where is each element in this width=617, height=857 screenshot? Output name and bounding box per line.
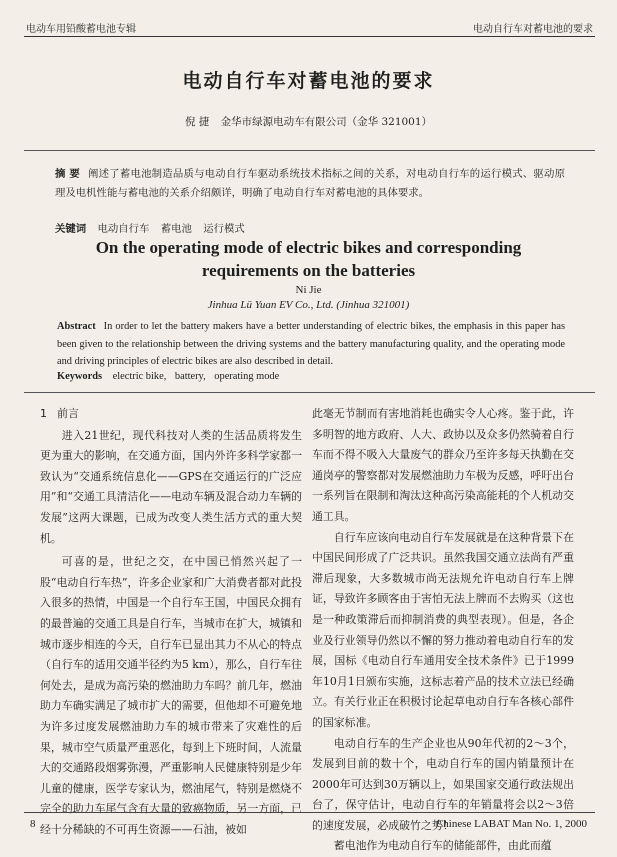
section-heading	[40, 404, 302, 425]
keywords-english	[57, 371, 565, 382]
keywords-label-cn: 关键词	[55, 223, 87, 235]
divider-body	[24, 392, 595, 393]
abstract-english	[57, 318, 565, 371]
keyword-cn: 电动自行车	[97, 223, 150, 235]
keywords-chinese	[55, 220, 565, 235]
keywords-label-en: Keywords	[57, 371, 103, 382]
abstract-chinese	[55, 165, 565, 203]
paragraph: 进入21世纪，现代科技对人类的生活品质将发生更为重大的影响，在交通方面，国内外许多科学家都一致认为“交通系统信息化——GPS在交通运行的广泛应用”和“交通工具清洁化——电动车辆及混合动力车辆的发展”这两大课题，已成为改变人类生活方式的重大契机。	[40, 428, 302, 545]
title-chinese: 电动自行车对蓄电池的要求	[182, 70, 435, 92]
keyword-cn: 运行模式	[203, 223, 245, 235]
author-english: Ni Jie	[295, 284, 322, 296]
keyword-en: operating mode	[214, 371, 280, 382]
header-left: 电动车用铅酸蓄电池专辑	[26, 24, 136, 35]
title-en-line2: requirements on the batteries	[201, 261, 416, 280]
footer-rule	[24, 812, 595, 813]
title-english	[40, 236, 577, 282]
title-en-line1: On the operating mode of electric bikes and corresponding	[95, 238, 522, 257]
paragraph: 蓄电池作为电动自行车的储能部件，由此而蕴	[333, 839, 552, 853]
running-header	[24, 14, 595, 37]
body-column-left	[40, 404, 302, 840]
paragraph: 自行车应该向电动自行车发展就是在这种背景下在中国民间形成了广泛共识。虽然我国交通立法尚有严重滞后现象，大多数城市尚无法规允许电动自行车上牌证，导致许多顾客由于害怕无法上牌而不去购买（这也是一种政策滞后而抑制消费的典型表现）。但是，各企业及行业领导仍然以不懈的努力推动着电动自行车的发展，国标《电动自行车通用安全技术条件》已于1999年10月1日颁布实施，这标志着产品的技术立法已经确立。有关行业正在积极讨论起草电动自行车各核心部件的国家标准。	[312, 530, 574, 729]
paragraph: 此毫无节制而有害地消耗也确实令人心疼。鉴于此，许多明智的地方政府、人大、政协以及众多仍然骑着自行车而不得不吸入大量废气的群众乃至许多每天执勤在交通岗亭的警察都对发展燃油助力车极为反感，呼吁出台一系列旨在限制和淘汰这种高污染高能耗的个人机动交通工具。	[312, 407, 574, 523]
paragraph: 可喜的是，世纪之交，在中国已悄然兴起了一股“电动自行车热”，许多企业家和广大消费者都对此投入很多的热情，中国是一个自行车王国，中国民众拥有的最普遍的交通工具是自行车，当城市在扩大，城镇和城市逐步相连的今天，自行车已显出其力不从心的特点（自行车的适用交通半径约为5 km），那么，自行车往何处去，是成为高污染的燃油助力车吗？前几年，燃油助力车确实满足了城市扩大的需要，但他却不可避免地为许多过度发展燃油助力车的城市带来了灾难性的后果，城市空气质量严重恶化，每到上下班时间，人流量大的交通路段烟雾弥漫，严重影响人民健康特别是少年儿童的健康，医学专家认为，燃油尾气，特别是燃烧不完全的助力车尾气含有大量的致癌物质，另一方面，已经十分稀缺的不可再生资源——石油，被如	[40, 555, 302, 836]
author-affiliation-cn: 金华市绿源电动车有限公司（金华 321001）	[220, 116, 433, 128]
section-number: 1	[40, 407, 47, 420]
affiliation-english: Jinhua Lü Yuan EV Co., Ltd. (Jinhua 321001)	[207, 299, 410, 311]
abstract-label-cn: 摘 要	[55, 168, 81, 180]
author-name-cn: 倪 捷	[184, 116, 210, 128]
journal-footer: Chinese LABAT Man No. 1, 2000	[435, 818, 587, 830]
abstract-text-cn: 阐述了蓄电池制造品质与电动自行车驱动系统技术指标之间的关系，对电动自行车的运行模式、驱动原理及电机性能与蓄电池的关系介绍颇详，明确了电动自行车对蓄电池的具体要求。	[55, 168, 565, 199]
abstract-text-en: In order to let the battery makers have a better understanding of electric bikes, the emphasis in this paper has been given to the relationship between the driving systems and the battery manufacturing quality, and the operating mode and driving principles of electric bikes are also described in detail.	[57, 321, 565, 367]
body-column-right	[312, 404, 574, 857]
keyword-en: electric bike,	[112, 371, 167, 382]
keyword-cn: 蓄电池	[160, 223, 192, 235]
header-right: 电动自行车对蓄电池的要求	[473, 24, 593, 35]
paragraph: 电动自行车的生产企业也从90年代初的2～3个，发展到目前的数十个，电动自行车的国内销量预计在2000年可达到30万辆以上，如果国家交通行政法规出台了，保守估计，电动自行车的年销量将会以2～3倍的速度发展，必成破竹之势！	[312, 736, 574, 832]
section-title: 前言	[57, 407, 79, 420]
author-chinese	[0, 114, 617, 129]
keyword-en: battery,	[174, 371, 206, 382]
divider-top	[24, 150, 595, 151]
abstract-label-en: Abstract	[57, 321, 96, 332]
page-number: 8	[30, 818, 36, 830]
